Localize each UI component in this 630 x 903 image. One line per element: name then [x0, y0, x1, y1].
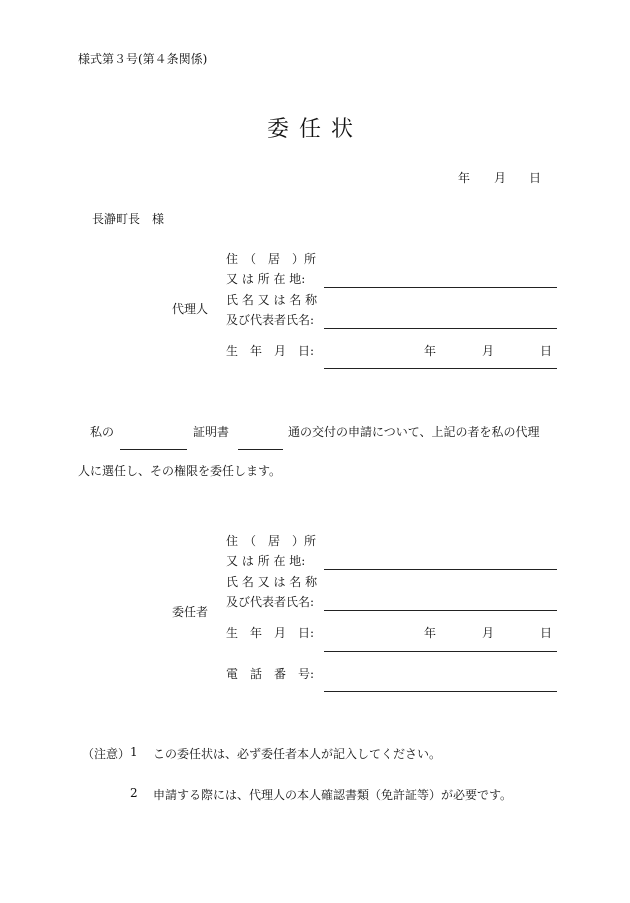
agent-birth-label: 生 年 月 日:: [226, 344, 315, 358]
delegator-birth-label: 生 年 月 日:: [226, 626, 315, 640]
delegator-birth-day-label: 日: [540, 626, 553, 640]
statement-part3: 通の交付の申請について、上記の者を私の代理: [288, 425, 540, 439]
delegator-address-field[interactable]: [324, 569, 557, 570]
date-year-label: 年: [458, 171, 471, 185]
agent-name-field[interactable]: [324, 328, 557, 329]
agent-address-label-2: 又 は 所 在 地:: [226, 272, 306, 286]
date-day-label: 日: [529, 171, 542, 185]
delegator-birth-field[interactable]: [324, 651, 557, 652]
delegator-phone-field[interactable]: [324, 691, 557, 692]
note-1-number: 1: [130, 745, 138, 759]
statement-part2: 証明書: [193, 425, 230, 439]
note-1-text: この委任状は、必ず委任者本人が記入してください。: [153, 747, 442, 761]
agent-role-label: 代理人: [172, 302, 209, 316]
note-2-text: 申請する際には、代理人の本人確認書類（免許証等）が必要です。: [153, 788, 513, 802]
note-2-number: 2: [130, 786, 138, 800]
delegator-birth-year-label: 年: [424, 626, 437, 640]
agent-birth-year-label: 年: [424, 344, 437, 358]
agent-birth-day-label: 日: [540, 344, 553, 358]
notes-heading: （注意）: [82, 747, 131, 761]
page-title: 委任状: [266, 117, 363, 142]
addressee: 長瀞町長 様: [92, 212, 165, 226]
copies-field[interactable]: [238, 449, 283, 450]
agent-address-label-1: 住 （ 居 ）所: [226, 252, 317, 266]
delegator-name-field[interactable]: [324, 610, 557, 611]
delegator-birth-month-label: 月: [482, 626, 495, 640]
statement-line2: 人に選任し、その権限を委任します。: [78, 464, 282, 478]
agent-birth-field[interactable]: [324, 368, 557, 369]
agent-name-label-1: 氏 名 又 は 名 称: [226, 293, 318, 307]
agent-address-field[interactable]: [324, 287, 557, 288]
delegator-role-label: 委任者: [172, 605, 209, 619]
form-number: 様式第３号(第４条関係): [78, 52, 208, 66]
delegator-address-label-1: 住 （ 居 ）所: [226, 534, 317, 548]
agent-birth-month-label: 月: [482, 344, 495, 358]
statement-part1: 私の: [90, 425, 115, 439]
delegator-phone-label: 電 話 番 号:: [226, 667, 315, 681]
agent-name-label-2: 及び代表者氏名:: [226, 313, 315, 327]
date-month-label: 月: [494, 171, 507, 185]
delegator-name-label-2: 及び代表者氏名:: [226, 595, 315, 609]
delegator-address-label-2: 又 は 所 在 地:: [226, 554, 306, 568]
certificate-type-field[interactable]: [120, 449, 187, 450]
delegator-name-label-1: 氏 名 又 は 名 称: [226, 575, 318, 589]
